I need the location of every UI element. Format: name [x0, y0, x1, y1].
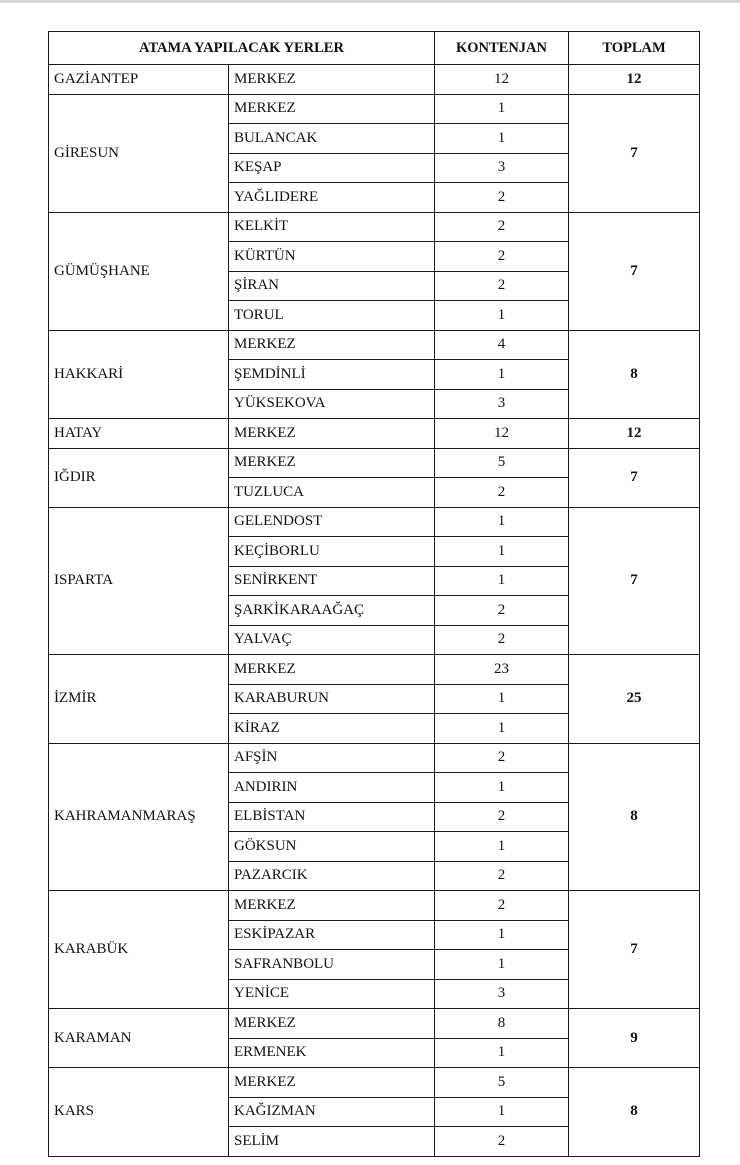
district-cell: SENİRKENT [229, 566, 435, 596]
quota-cell: 1 [435, 507, 569, 537]
quota-cell: 5 [435, 1068, 569, 1098]
quota-cell: 1 [435, 832, 569, 862]
quota-cell: 2 [435, 1127, 569, 1157]
header-total: TOPLAM [569, 32, 700, 65]
district-cell: KAĞIZMAN [229, 1097, 435, 1127]
quota-cell: 2 [435, 861, 569, 891]
district-cell: YÜKSEKOVA [229, 389, 435, 419]
header-row [49, 32, 700, 65]
province-cell: KARS [49, 1068, 229, 1157]
header-places: ATAMA YAPILACAK YERLER [49, 32, 435, 65]
total-cell: 12 [569, 65, 700, 95]
quota-cell: 2 [435, 183, 569, 213]
quota-cell: 3 [435, 153, 569, 183]
district-cell: SELİM [229, 1127, 435, 1157]
district-cell: ERMENEK [229, 1038, 435, 1068]
quota-cell: 2 [435, 478, 569, 508]
quota-cell: 4 [435, 330, 569, 360]
province-cell: GİRESUN [49, 94, 229, 212]
district-cell: ŞARKİKARAAĞAÇ [229, 596, 435, 626]
province-cell: ISPARTA [49, 507, 229, 655]
quota-cell: 1 [435, 301, 569, 331]
district-cell: GELENDOST [229, 507, 435, 537]
table-row [49, 330, 700, 360]
quota-cell: 3 [435, 979, 569, 1009]
district-cell: ELBİSTAN [229, 802, 435, 832]
quota-cell: 8 [435, 1009, 569, 1039]
district-cell: KELKİT [229, 212, 435, 242]
district-cell: MERKEZ [229, 1068, 435, 1098]
district-cell: YENİCE [229, 979, 435, 1009]
table-row [49, 94, 700, 124]
total-cell: 7 [569, 94, 700, 212]
district-cell: MERKEZ [229, 1009, 435, 1039]
district-cell: TUZLUCA [229, 478, 435, 508]
district-cell: KİRAZ [229, 714, 435, 744]
quota-cell: 2 [435, 271, 569, 301]
quota-cell: 1 [435, 1097, 569, 1127]
quota-cell: 2 [435, 596, 569, 626]
total-cell: 7 [569, 891, 700, 1009]
district-cell: KEŞAP [229, 153, 435, 183]
district-cell: MERKEZ [229, 330, 435, 360]
total-cell: 8 [569, 743, 700, 891]
quota-cell: 2 [435, 891, 569, 921]
district-cell: KÜRTÜN [229, 242, 435, 272]
district-cell: PAZARCIK [229, 861, 435, 891]
district-cell: BULANCAK [229, 124, 435, 154]
district-cell: YAĞLIDERE [229, 183, 435, 213]
province-cell: KARABÜK [49, 891, 229, 1009]
district-cell: ESKİPAZAR [229, 920, 435, 950]
province-cell: GÜMÜŞHANE [49, 212, 229, 330]
district-cell: MERKEZ [229, 419, 435, 449]
district-cell: GÖKSUN [229, 832, 435, 862]
header-quota: KONTENJAN [435, 32, 569, 65]
quota-cell: 2 [435, 242, 569, 272]
table-row [49, 212, 700, 242]
quota-cell: 5 [435, 448, 569, 478]
table-body [49, 65, 700, 1157]
district-cell: SAFRANBOLU [229, 950, 435, 980]
table-row [49, 419, 700, 449]
quota-cell: 2 [435, 802, 569, 832]
district-cell: KARABURUN [229, 684, 435, 714]
total-cell: 8 [569, 1068, 700, 1157]
total-cell: 25 [569, 655, 700, 744]
district-cell: MERKEZ [229, 891, 435, 921]
district-cell: MERKEZ [229, 448, 435, 478]
quota-cell: 3 [435, 389, 569, 419]
quota-cell: 12 [435, 419, 569, 449]
province-cell: HATAY [49, 419, 229, 449]
district-cell: ANDIRIN [229, 773, 435, 803]
quota-cell: 1 [435, 566, 569, 596]
district-cell: MERKEZ [229, 655, 435, 685]
table-row [49, 1009, 700, 1039]
district-cell: TORUL [229, 301, 435, 331]
total-cell: 7 [569, 448, 700, 507]
province-cell: KARAMAN [49, 1009, 229, 1068]
quota-cell: 1 [435, 360, 569, 390]
table-row [49, 507, 700, 537]
quota-cell: 1 [435, 714, 569, 744]
table-row [49, 1068, 700, 1098]
district-cell: MERKEZ [229, 94, 435, 124]
province-cell: HAKKARİ [49, 330, 229, 419]
district-cell: KEÇİBORLU [229, 537, 435, 567]
district-cell: MERKEZ [229, 65, 435, 95]
table-row [49, 65, 700, 95]
top-divider [0, 0, 740, 3]
quota-cell: 2 [435, 212, 569, 242]
quota-cell: 1 [435, 950, 569, 980]
assignment-table [48, 31, 700, 1157]
total-cell: 9 [569, 1009, 700, 1068]
quota-cell: 1 [435, 773, 569, 803]
quota-cell: 12 [435, 65, 569, 95]
total-cell: 12 [569, 419, 700, 449]
province-cell: KAHRAMANMARAŞ [49, 743, 229, 891]
district-cell: YALVAÇ [229, 625, 435, 655]
quota-cell: 1 [435, 124, 569, 154]
province-cell: GAZİANTEP [49, 65, 229, 95]
total-cell: 7 [569, 212, 700, 330]
table-row [49, 743, 700, 773]
table-row [49, 655, 700, 685]
quota-cell: 1 [435, 1038, 569, 1068]
quota-cell: 1 [435, 94, 569, 124]
district-cell: ŞİRAN [229, 271, 435, 301]
province-cell: İZMİR [49, 655, 229, 744]
quota-cell: 1 [435, 537, 569, 567]
table-row [49, 891, 700, 921]
table-row [49, 448, 700, 478]
quota-cell: 2 [435, 625, 569, 655]
district-cell: AFŞİN [229, 743, 435, 773]
quota-cell: 1 [435, 684, 569, 714]
total-cell: 7 [569, 507, 700, 655]
quota-cell: 1 [435, 920, 569, 950]
district-cell: ŞEMDİNLİ [229, 360, 435, 390]
total-cell: 8 [569, 330, 700, 419]
quota-cell: 2 [435, 743, 569, 773]
quota-cell: 23 [435, 655, 569, 685]
province-cell: IĞDIR [49, 448, 229, 507]
table-header [49, 32, 700, 65]
